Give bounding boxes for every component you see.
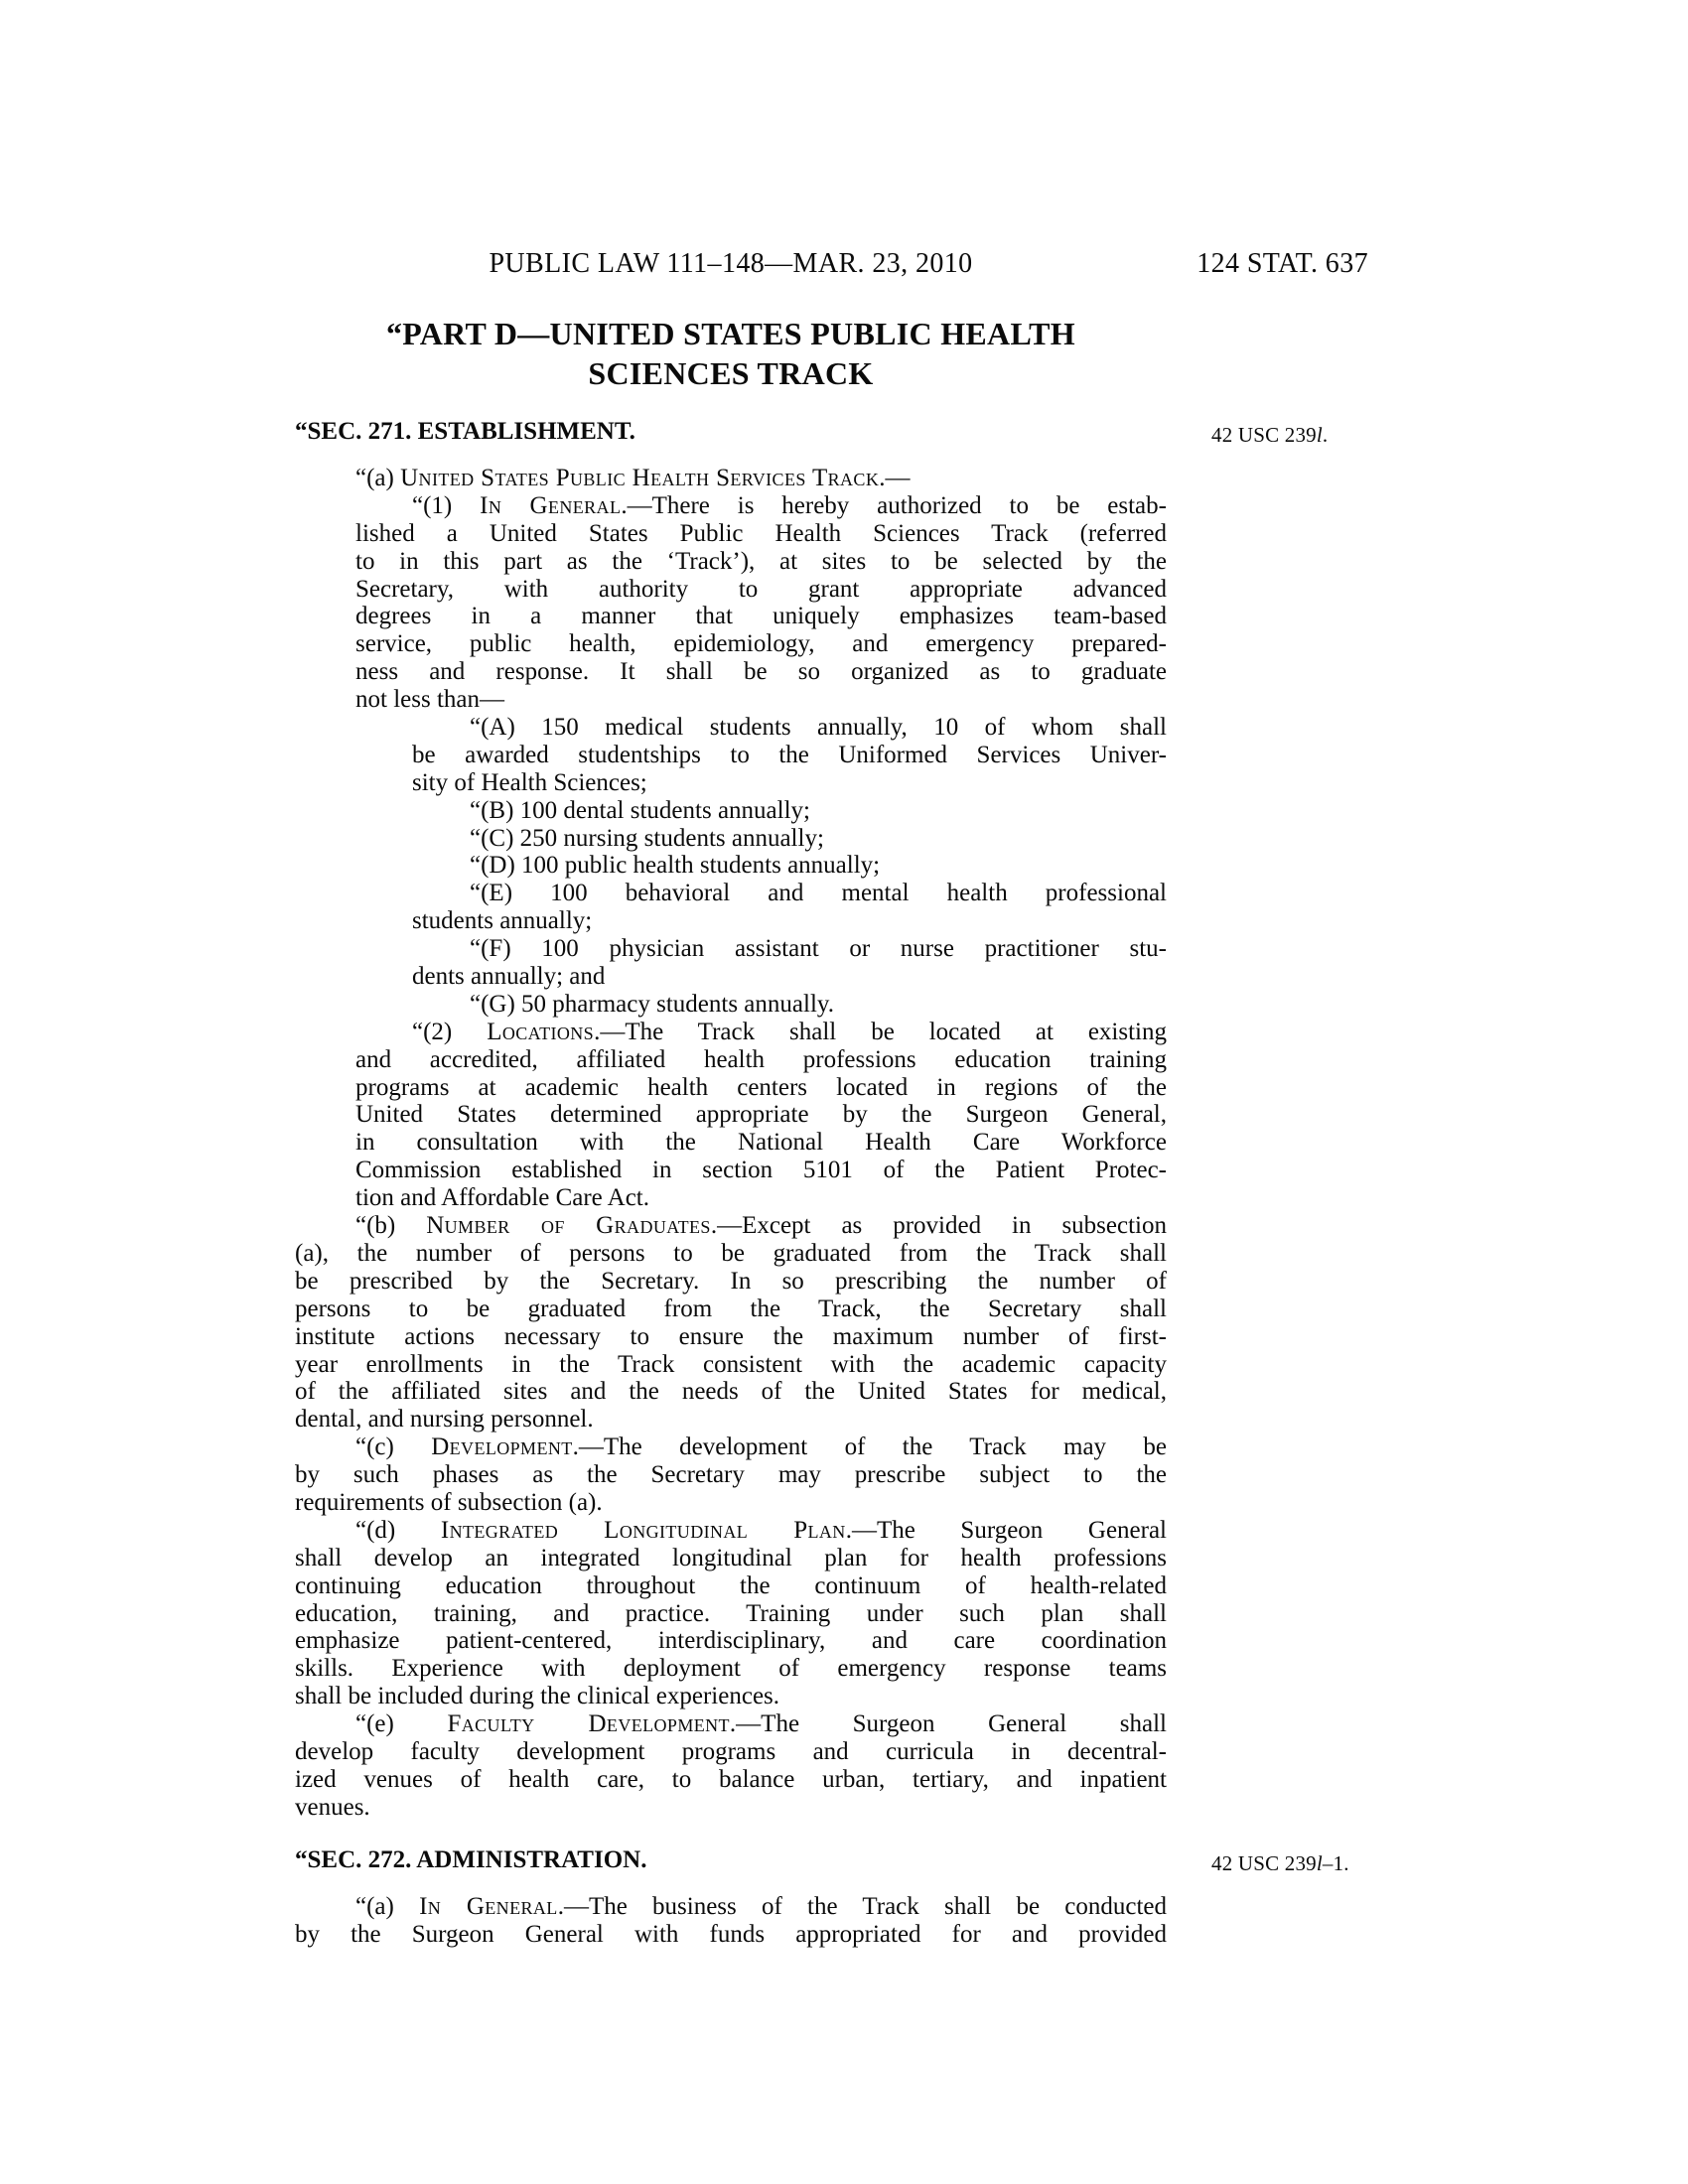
usc-text: –1. (1322, 1850, 1349, 1875)
text-run: ized venues of health care, to balance urban, tertiary, and inpatient (295, 1765, 1167, 1793)
text-run: tion and Affordable Care Act. (355, 1184, 649, 1212)
text-run: skills. Experience with deployment of emergency response teams (295, 1655, 1167, 1683)
text-line (470, 852, 1167, 880)
text-line (295, 1406, 1167, 1433)
small-caps-run: Locations (487, 1018, 595, 1045)
text-run: United States determined appropriate by the Surgeon General, (355, 1101, 1167, 1129)
text-line (355, 576, 1167, 604)
text-line (355, 1046, 1167, 1074)
text-line (295, 1545, 1167, 1572)
text-line (295, 1240, 1167, 1268)
text-line (295, 1268, 1167, 1296)
text-run: Commission established in section 5101 of the Patient Protec- (355, 1157, 1167, 1184)
text-run: “(F) 100 physician assistant or nurse practitioner stu- (470, 935, 1167, 963)
text-line (412, 907, 1167, 935)
text-line (295, 1766, 1167, 1794)
text-line (355, 1184, 1167, 1212)
text-run: develop faculty development programs and curricula in decentral- (295, 1737, 1167, 1765)
text-line (355, 1074, 1167, 1102)
text-line (355, 1212, 1167, 1240)
text-run: (a), the number of persons to be graduated from the Track shall (295, 1239, 1167, 1267)
text-run: “(c) (355, 1433, 432, 1461)
text-line (295, 1627, 1167, 1655)
text-run: shall develop an integrated longitudinal plan for health professions (295, 1544, 1167, 1571)
text-run: students annually; (412, 907, 593, 935)
text-run: .— (879, 465, 911, 491)
part-heading-line-1: “PART D—UNITED STATES PUBLIC HEALTH (386, 316, 1075, 351)
text-line (295, 1572, 1167, 1600)
text-run: .—The Surgeon General shall (729, 1710, 1168, 1738)
text-line (470, 935, 1167, 963)
text-run: “(2) (412, 1018, 488, 1045)
small-caps-run: Integrated Longitudinal Plan (440, 1516, 846, 1544)
text-line (295, 1921, 1167, 1949)
text-run: “(e) (355, 1710, 448, 1738)
text-line (295, 1461, 1167, 1489)
text-run: lished a United States Public Health Sciences Track (referred (355, 519, 1167, 547)
text-run: be awarded studentships to the Uniformed Services Univer- (412, 741, 1167, 768)
text-run: and accredited, affiliated health professions education training (355, 1045, 1167, 1073)
text-line (355, 1157, 1167, 1184)
text-run: not less than— (355, 686, 504, 714)
running-header-stat-page: 124 STAT. 637 (1196, 248, 1368, 279)
text-line (355, 1517, 1167, 1545)
text-run: .—Except as provided in subsection (710, 1212, 1167, 1240)
text-line (295, 1683, 1167, 1710)
running-header-law-title: PUBLIC LAW 111–148—MAR. 23, 2010 (489, 248, 973, 279)
text-line (295, 1351, 1167, 1379)
part-heading-line-2: SCIENCES TRACK (588, 355, 874, 391)
text-line (295, 1794, 1167, 1822)
text-run: “(a) (355, 1892, 420, 1920)
text-line (412, 1019, 1167, 1046)
text-line (355, 630, 1167, 658)
text-run: be prescribed by the Secretary. In so prescribing the number of (295, 1267, 1167, 1295)
text-run: continuing education throughout the continuum of health-related (295, 1571, 1167, 1599)
text-line (355, 520, 1167, 548)
small-caps-run: United States Public Health Services Track (400, 465, 880, 491)
text-line (412, 742, 1167, 769)
text-run: by the Surgeon General with funds appropriated for and provided (295, 1920, 1167, 1948)
text-run: “(1) (412, 491, 481, 519)
text-line (355, 1433, 1167, 1461)
document-body (295, 417, 1349, 1948)
text-line (295, 1378, 1167, 1406)
text-run: venues. (295, 1793, 370, 1821)
section-heading: “SEC. 272. ADMINISTRATION. (295, 1845, 647, 1873)
section-heading-row (295, 417, 1329, 447)
text-line (355, 686, 1167, 714)
text-run: requirements of subsection (a). (295, 1488, 603, 1516)
text-run: “(B) 100 dental students annually; (470, 796, 810, 824)
text-run: Secretary, with authority to grant appropriate advanced (355, 575, 1167, 603)
text-run: “(d) (355, 1516, 441, 1544)
text-run: service, public health, epidemiology, and emergency prepared- (355, 630, 1167, 658)
margin-note (1211, 420, 1328, 450)
text-line (470, 797, 1167, 825)
text-run: by such phases as the Secretary may prescribe subject to the (295, 1461, 1167, 1489)
text-line (355, 465, 1167, 492)
small-caps-run: Development (431, 1433, 573, 1461)
text-line (295, 1489, 1167, 1517)
text-run: “(D) 100 public health students annually; (470, 852, 881, 880)
usc-italic-l: l (1316, 423, 1323, 447)
text-line (295, 1600, 1167, 1628)
text-line (355, 1129, 1167, 1157)
text-run: in consultation with the National Health Care Workforce (355, 1129, 1167, 1157)
text-run: shall be included during the clinical experiences. (295, 1683, 780, 1710)
text-line (355, 603, 1167, 630)
text-run: “(a) (355, 465, 401, 491)
usc-text: . (1322, 423, 1329, 447)
text-line (355, 1101, 1167, 1129)
text-line (412, 963, 1167, 991)
section-heading: “SEC. 271. ESTABLISHMENT. (295, 418, 635, 445)
text-run: programs at academic health centers located in regions of the (355, 1073, 1167, 1101)
text-line (295, 1296, 1167, 1323)
usc-italic-l: l (1316, 1850, 1323, 1875)
text-run: “(E) 100 behavioral and mental health professional (470, 880, 1167, 907)
section-heading-row (295, 1845, 1349, 1875)
text-run: .—The Surgeon General (845, 1516, 1168, 1544)
text-run: dental, and nursing personnel. (295, 1406, 594, 1433)
text-line (355, 1710, 1167, 1738)
small-caps-run: In General (419, 1892, 558, 1920)
text-line (295, 1323, 1167, 1351)
running-header (295, 248, 1368, 284)
text-run: “(b) (355, 1212, 427, 1240)
text-run: degrees in a manner that uniquely emphasizes team-based (355, 603, 1167, 630)
text-run: “(G) 50 pharmacy students annually. (470, 990, 835, 1018)
text-run: dents annually; and (412, 963, 606, 991)
text-line (295, 1738, 1167, 1766)
small-caps-run: In General (480, 491, 622, 519)
usc-text: 42 USC 239 (1211, 423, 1317, 447)
text-line (295, 1655, 1167, 1683)
text-column (295, 314, 1349, 1948)
small-caps-run: Faculty Development (447, 1710, 730, 1738)
text-run: year enrollments in the Track consistent with the academic capacity (295, 1350, 1167, 1378)
margin-note (1211, 1848, 1349, 1878)
text-line (355, 548, 1167, 576)
text-line (470, 880, 1167, 907)
text-line (355, 1893, 1167, 1921)
text-run: “(C) 250 nursing students annually; (470, 824, 824, 852)
text-line (470, 714, 1167, 742)
text-run: .—The development of the Track may be (572, 1433, 1167, 1461)
text-run: of the affiliated sites and the needs of the United States for medical, (295, 1378, 1167, 1406)
text-run: sity of Health Sciences; (412, 768, 647, 796)
text-run: ness and response. It shall be so organized as to graduate (355, 658, 1167, 686)
text-line (412, 769, 1167, 797)
text-line (412, 492, 1167, 520)
text-run: to in this part as the ‘Track’), at sites to be selected by the (355, 547, 1167, 575)
text-line (470, 825, 1167, 853)
text-run: persons to be graduated from the Track, the Secretary shall (295, 1295, 1167, 1322)
text-run: emphasize patient-centered, interdisciplinary, and care coordination (295, 1627, 1167, 1655)
text-run: .—The business of the Track shall be conducted (557, 1892, 1168, 1920)
text-line (355, 658, 1167, 686)
usc-text: 42 USC 239 (1211, 1850, 1317, 1875)
part-heading (295, 314, 1167, 393)
text-run: “(A) 150 medical students annually, 10 of whom shall (470, 714, 1167, 742)
text-run: .—The Track shall be located at existing (594, 1018, 1167, 1045)
text-run: education, training, and practice. Training under such plan shall (295, 1599, 1167, 1627)
text-run: institute actions necessary to ensure the maximum number of first- (295, 1322, 1167, 1350)
small-caps-run: Number of Graduates (426, 1212, 711, 1240)
text-line (470, 991, 1167, 1019)
text-run: .—There is hereby authorized to be estab- (621, 491, 1167, 519)
